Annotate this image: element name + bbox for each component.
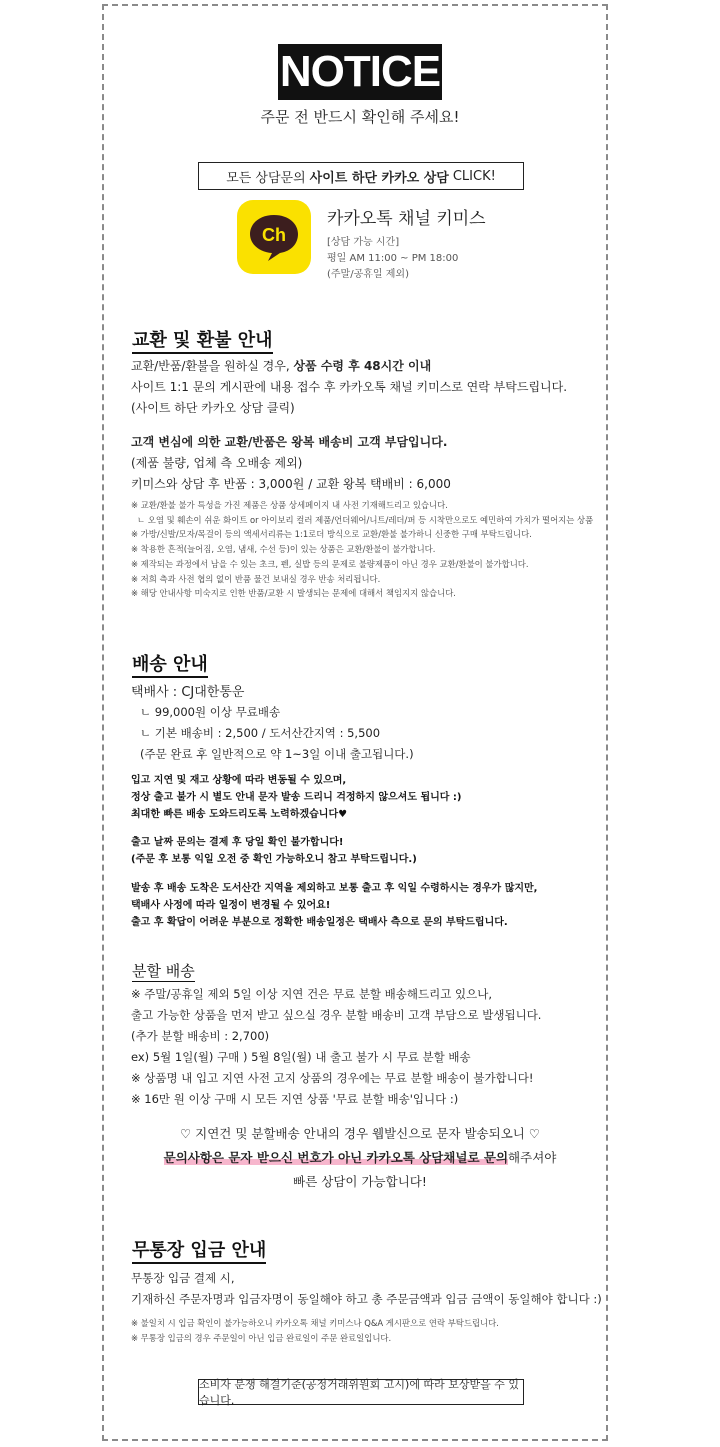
consumer-dispute-notice: 소비자 분쟁 해결기준(공정거래위원회 고시)에 따라 보상받을 수 있습니다. — [198, 1379, 524, 1405]
exchange-fee-body: 고객 변심에 의한 교환/반품은 왕복 배송비 고객 부담입니다. (제품 불량, 업체 측 오배송 제외) 키미스와 상담 후 반품 : 3,000원 / 교환 왕복 택배비 : 6,000 — [131, 435, 451, 491]
split-body: ※ 주말/공휴일 제외 5일 이상 지연 건은 무료 분할 배송해드리고 있으나, 출고 가능한 상품을 먼저 받고 싶으실 경우 분할 배송비 고객 부담으로 발생됩니다. (추가 분할 배송비 : 2,700) ex) 5월 1일(월) 구매 ) 5월 8일(월) 내 출고 불가 시 무료 분할 배송 ※ 상품명 내 입고 지연 사전 고지 상품의 경우에는 무료 분할 배송이 불가합니다! ※ 16만 원 이상 구매 시 모든 지연 상품 '무료 분할 배송'입니다 :) — [131, 987, 542, 1106]
notice-subtitle: 주문 전 반드시 확인해 주세요! — [260, 108, 460, 126]
bank-title: 무통장 입금 안내 — [132, 1236, 266, 1262]
courier: 택배사 : CJ대한통운 — [131, 685, 245, 700]
hours-value: 평일 AM 11:00 ~ PM 18:00 — [327, 253, 459, 264]
split-title: 분할 배송 — [132, 962, 195, 980]
hours-label: [상담 가능 시간] — [327, 237, 400, 248]
kakao-channel-name: 카카오톡 채널 키미스 — [327, 209, 486, 229]
shipping-fees: ㄴ 99,000원 이상 무료배송 ㄴ 기본 배송비 : 2,500 / 도서산간지역 : 5,500 (주문 완료 후 일반적으로 약 1~3일 이내 출고됩니다.) — [140, 705, 414, 761]
highlighted-text: 문의사항은 문자 받으신 번호가 아닌 카카오톡 상담채널로 문의 — [163, 1150, 509, 1165]
handwritten-line-2: 문의사항은 문자 받으신 번호가 아닌 카카오톡 상담채널로 문의해주셔야 — [163, 1150, 557, 1165]
chat-bubble-icon — [246, 211, 302, 263]
cta-click: CLICK! — [452, 168, 496, 184]
cta-prefix: 모든 상담문의 — [226, 170, 306, 186]
bank-body: 무통장 입금 결제 시, 기재하신 주문자명과 입금자명이 동일해야 하고 총 주문금액과 입금 금액이 동일해야 합니다 :) — [131, 1271, 602, 1306]
notice-title: NOTICE — [278, 44, 442, 100]
handwritten-line-1: ♡ 지연건 및 분할배송 안내의 경우 웹발신으로 문자 발송되오니 ♡ — [179, 1126, 541, 1141]
exchange-body: 교환/반품/환불을 원하실 경우, 상품 수령 후 48시간 이내 사이트 1:1 문의 게시판에 내용 접수 후 카카오톡 채널 키미스로 연락 부탁드립니다. (사이트 하단 카카오 상담 클릭) — [131, 359, 568, 415]
kakao-channel-info — [327, 204, 486, 283]
kakao-logo-text: Ch — [262, 225, 286, 245]
exchange-notes: ※ 교환/환불 불가 특성을 가진 제품은 상품 상세페이지 내 사전 기재해드리고 있습니다. ㄴ 오염 및 훼손이 쉬운 화이트 or 아이보리 컬러 제품/언더웨어/니트/레더/퍼 등 시착만으로도 예민하여 가치가 떨어지는 상품 ※ 가방/신발/모자/목걸이 등의 액세서리류는 1:1로더 방식으로 교환/환불 불가하니 신중한 구매 부탁드립니다. ※ 착용한 흔적(늘어짐, 오염, 냄새, 수선 등)이 있는 상품은 교환/환불이 불가합니다. ※ 제작되는 과정에서 남을 수 있는 초크, 펜, 실밥 등의 문제로 불량제품이 아닌 경우 교환/환불이 불가합니다. ※ 저희 측과 사전 협의 없이 반품 물건 보내실 경우 반송 처리됩니다. ※ 해당 안내사항 미숙지로 인한 반품/교환 시 발생되는 문제에 대해서 책임지지 않습니다. — [131, 500, 594, 599]
kakao-cta-banner[interactable] — [198, 162, 524, 190]
cta-bold: 사이트 하단 카카오 상담 — [309, 170, 449, 186]
bank-notes: ※ 불일치 시 입금 확인이 불가능하오니 카카오톡 채널 키미스나 Q&A 게시판으로 연락 부탁드립니다. ※ 무통장 입금의 경우 주문일이 아닌 입금 완료일이 주문 완료일입니다. — [131, 1318, 499, 1343]
kakao-channel-logo[interactable] — [237, 200, 311, 274]
exchange-title: 교환 및 환불 안내 — [132, 326, 273, 352]
shipping-notice-3: 발송 후 배송 도착은 도서산간 지역을 제외하고 보통 출고 후 익일 수령하시는 경우가 많지만, 택배사 사정에 따라 일정이 변경될 수 있어요! 출고 후 확답이 어려운 부분으로 정확한 배송일정은 택배사 측으로 문의 부탁드립니다. — [131, 883, 538, 928]
shipping-notice-1: 입고 지연 및 재고 상황에 따라 변동될 수 있으며, 정상 출고 불가 시 별도 안내 문자 발송 드리니 걱정하지 않으셔도 됩니다 :) 최대한 빠른 배송 도와드리도록 노력하겠습니다♥ — [131, 775, 462, 820]
shipping-title: 배송 안내 — [132, 650, 208, 676]
hours-closed: (주말/공휴일 제외) — [327, 269, 409, 280]
handwritten-line-3: 빠른 상담이 가능합니다! — [293, 1174, 427, 1189]
shipping-notice-2: 출고 날짜 문의는 결제 후 당일 확인 불가합니다! (주문 후 보통 익일 오전 중 확인 가능하오니 참고 부탁드립니다.) — [131, 837, 417, 865]
